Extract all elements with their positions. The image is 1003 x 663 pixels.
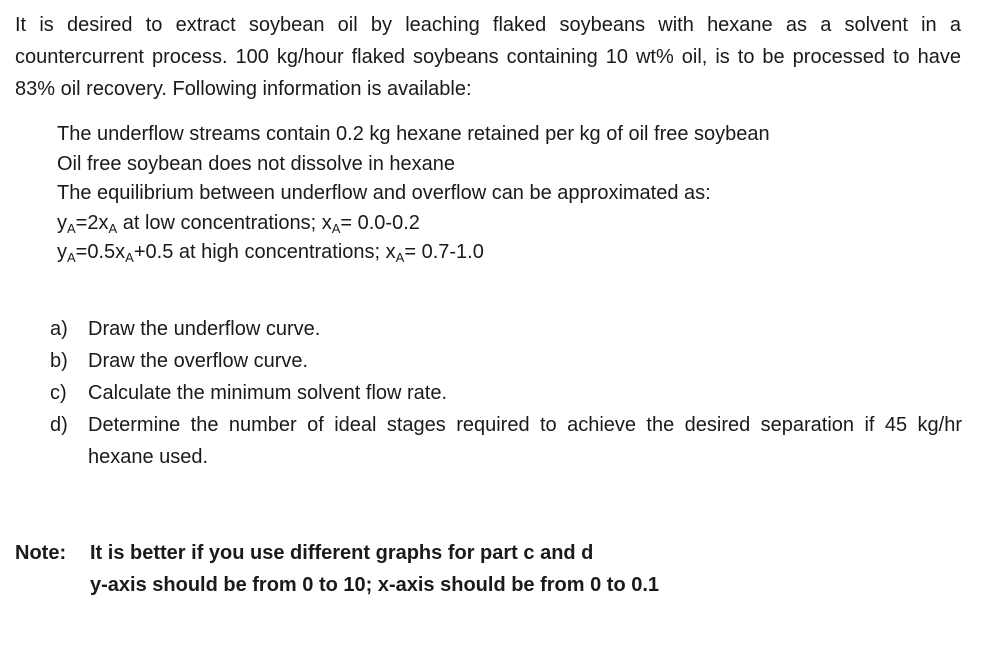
info-equilibrium-heading: The equilibrium between underflow and overflow can be approximated as: [57, 182, 711, 204]
note-label: Note: [15, 542, 67, 564]
eq1-tail: at low concentrations; x [117, 211, 332, 234]
note-lines [90, 537, 659, 601]
intro-paragraph: It is desired to extract soybean oil by leaching flaked soybeans with hexane as a solvent in a countercurrent process. 100 kg/hour flaked soybeans containing 10 wt% oil, is to be processed to have 83% oil recovery. Following information is available: [15, 14, 961, 100]
eq1-range: = 0.0-0.2 [340, 211, 420, 234]
question-text: Draw the underflow curve. [88, 318, 321, 340]
info-soybean-insoluble: Oil free soybean does not dissolve in hexane [57, 152, 456, 175]
eq2-y: y [57, 241, 67, 263]
question-letter: c) [50, 382, 67, 404]
given-information [57, 120, 957, 268]
question-text: Determine the number of ideal stages required to achieve the desired separation if 45 kg/hr hexane used. [88, 414, 962, 468]
eq1-y-subscript: A [67, 220, 76, 236]
note-block [15, 537, 955, 601]
question-text: Draw the overflow curve. [88, 350, 309, 372]
question-text: Calculate the minimum solvent flow rate. [88, 382, 448, 404]
question-item [50, 345, 962, 377]
eq2-tail: +0.5 at high concentrations; x [133, 241, 396, 263]
question-letter: b) [50, 350, 68, 372]
eq2-y-subscript: A [67, 250, 76, 265]
eq2-x-subscript: A [125, 250, 134, 265]
eq1-x-subscript: A [108, 220, 118, 236]
question-item [50, 377, 962, 409]
eq1-y: y [57, 211, 67, 234]
question-item [50, 409, 962, 473]
note-line-graphs: It is better if you use different graphs for part c and d [90, 542, 594, 564]
question-letter: d) [50, 414, 68, 436]
eq1-tail-subscript: A [331, 220, 341, 236]
question-list [50, 313, 962, 473]
eq2-mid: =0.5x [75, 241, 126, 263]
equilibrium-high-concentration [57, 238, 957, 268]
info-underflow-retention: The underflow streams contain 0.2 kg hexane retained per kg of oil free soybean [57, 123, 770, 145]
note-line-axes: y-axis should be from 0 to 10; x-axis should be from 0 to 0.1 [90, 574, 660, 596]
question-letter: a) [50, 318, 68, 340]
equilibrium-low-concentration [57, 209, 957, 239]
question-item [50, 313, 962, 345]
eq1-mid: =2x [75, 211, 109, 234]
eq2-tail-subscript: A [395, 250, 405, 265]
eq2-range: = 0.7-1.0 [404, 241, 484, 263]
